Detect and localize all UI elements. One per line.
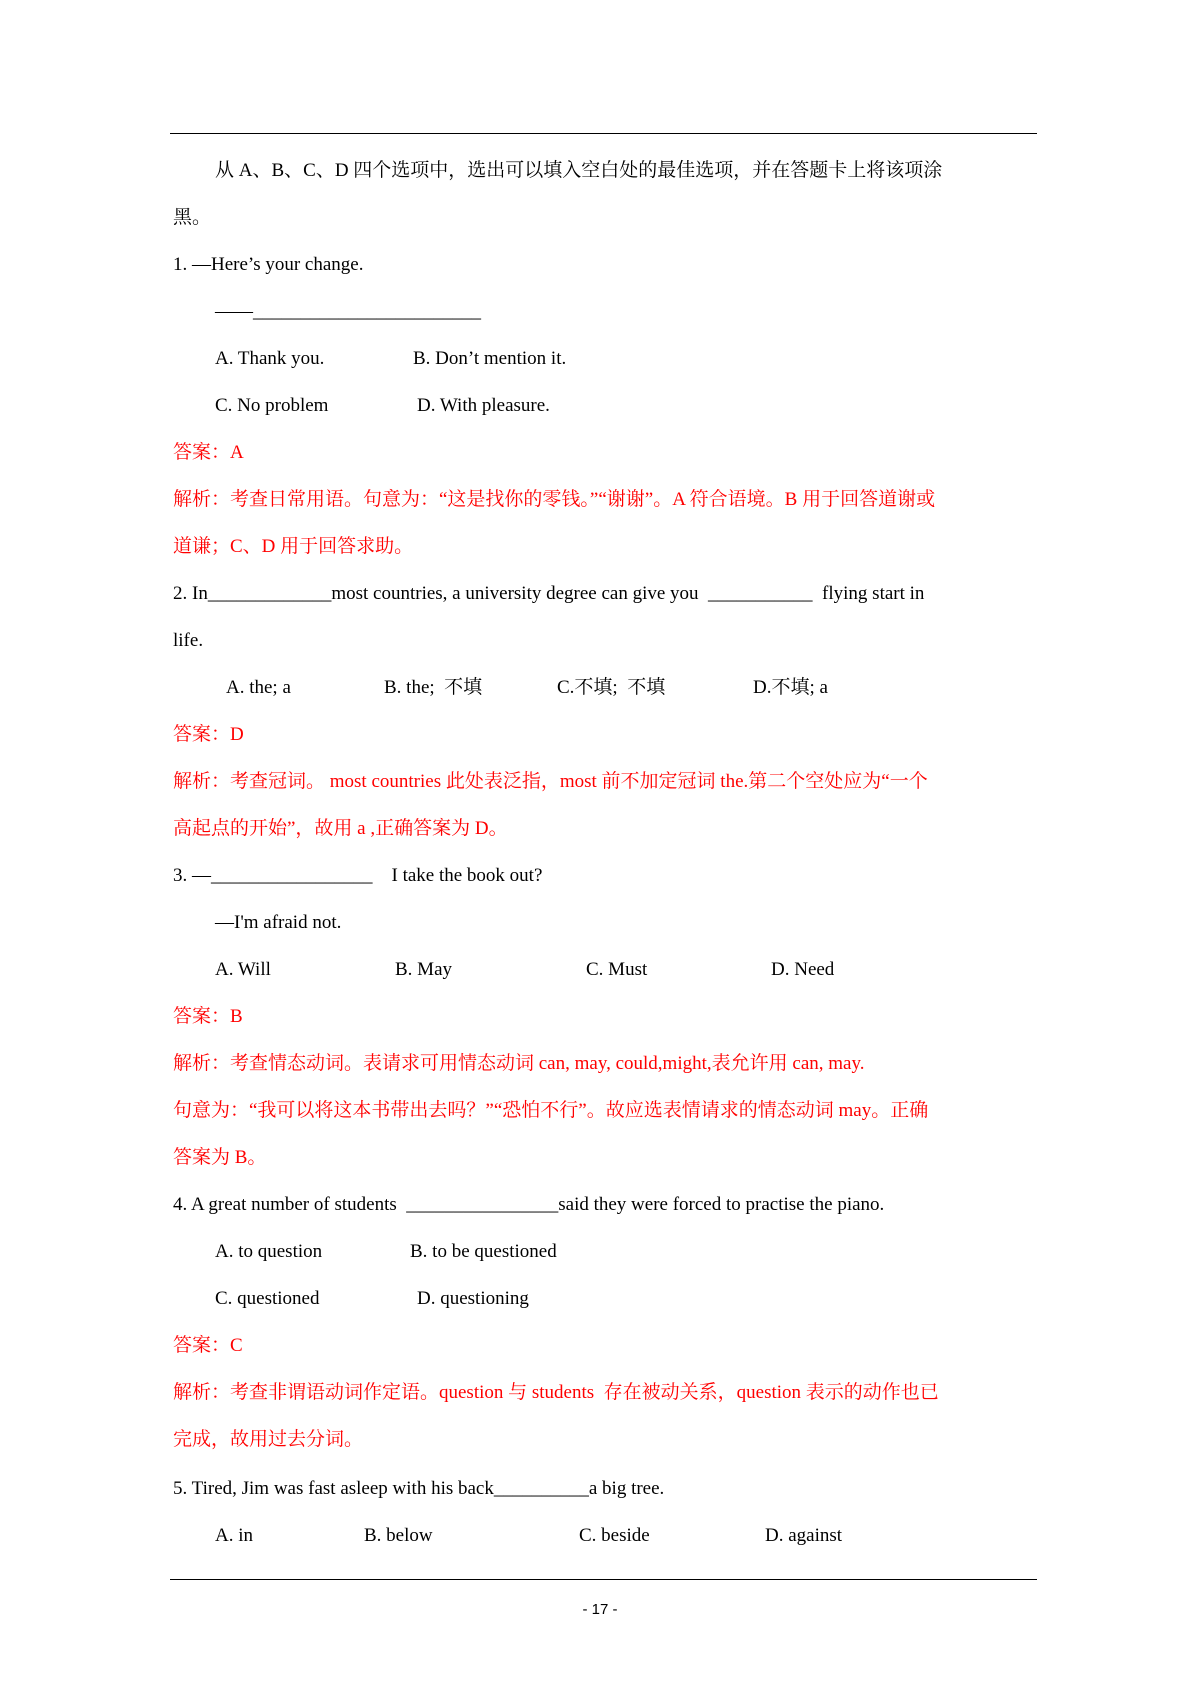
q2-option-b: B. the; 不填 bbox=[384, 677, 483, 698]
q4-option-b: B. to be questioned bbox=[410, 1241, 557, 1262]
q4-option-d: D. questioning bbox=[417, 1288, 529, 1309]
q1-option-d: D. With pleasure. bbox=[417, 395, 550, 416]
page-number: - 17 - bbox=[582, 1601, 618, 1618]
q5-option-b: B. below bbox=[364, 1525, 433, 1546]
q1-option-a: A. Thank you. bbox=[215, 348, 325, 369]
q1-option-b: B. Don’t mention it. bbox=[413, 348, 567, 369]
q1-answer: 答案：A bbox=[173, 442, 244, 463]
q2-analysis-line-1: 解析：考查冠词。 most countries 此处表泛指，most 前不加定冠词 the.第二个空处应为“一个 bbox=[173, 771, 928, 792]
q1-analysis-line-1: 解析：考查日常用语。句意为：“这是找你的零钱。”“谢谢”。A 符合语境。B 用于回答道谢或 bbox=[173, 489, 936, 510]
q5-option-c: C. beside bbox=[579, 1525, 650, 1546]
instructions-line-1: 从 A、B、C、D 四个选项中，选出可以填入空白处的最佳选项，并在答题卡上将该项涂 bbox=[215, 160, 943, 181]
q5-option-d: D. against bbox=[765, 1525, 843, 1546]
q2-option-d: D.不填; a bbox=[753, 677, 828, 698]
q5-stem: 5. Tired, Jim was fast asleep with his back__________a big tree. bbox=[173, 1478, 665, 1499]
q1-reply: ——________________________ bbox=[215, 301, 481, 322]
header-rule bbox=[170, 133, 1037, 134]
instructions-line-2: 黑。 bbox=[173, 207, 212, 228]
q2-option-c: C.不填; 不填 bbox=[557, 677, 666, 698]
q5-option-a: A. in bbox=[215, 1525, 253, 1546]
q3-option-d: D. Need bbox=[771, 959, 835, 980]
q3-answer: 答案：B bbox=[173, 1006, 243, 1027]
q3-stem: 3. —_________________ I take the book out? bbox=[173, 865, 543, 886]
q3-analysis-line-1: 解析：考查情态动词。表请求可用情态动词 can, may, could,might,表允许用 can, may. bbox=[173, 1053, 865, 1074]
q2-analysis-line-2: 高起点的开始”，故用 a ,正确答案为 D。 bbox=[173, 818, 508, 839]
q4-option-a: A. to question bbox=[215, 1241, 323, 1262]
q2-answer: 答案：D bbox=[173, 724, 244, 745]
q4-analysis-line-1: 解析：考查非谓语动词作定语。question 与 students 存在被动关系，question 表示的动作也已 bbox=[173, 1382, 939, 1403]
q4-analysis-line-2: 完成，故用过去分词。 bbox=[173, 1429, 364, 1450]
q3-option-a: A. Will bbox=[215, 959, 271, 980]
q3-analysis-line-3: 答案为 B。 bbox=[173, 1147, 267, 1168]
q3-analysis-line-2: 句意为：“我可以将这本书带出去吗？”“恐怕不行”。故应选表情请求的情态动词 may。正确 bbox=[173, 1100, 929, 1121]
footer-rule bbox=[170, 1579, 1037, 1580]
q3-reply: —I'm afraid not. bbox=[215, 912, 342, 933]
q1-option-c: C. No problem bbox=[215, 395, 329, 416]
q4-answer: 答案：C bbox=[173, 1335, 243, 1356]
q3-option-c: C. Must bbox=[586, 959, 648, 980]
q2-stem-line-1: 2. In_____________most countries, a university degree can give you ___________ flying start in bbox=[173, 583, 925, 604]
q2-option-a: A. the; a bbox=[226, 677, 291, 698]
q4-option-c: C. questioned bbox=[215, 1288, 320, 1309]
q1-analysis-line-2: 道谦；C、D 用于回答求助。 bbox=[173, 536, 414, 557]
q3-option-b: B. May bbox=[395, 959, 452, 980]
q4-stem: 4. A great number of students ________________said they were forced to practise the piano. bbox=[173, 1194, 885, 1215]
q2-stem-line-2: life. bbox=[173, 630, 204, 651]
q1-stem: 1. —Here’s your change. bbox=[173, 254, 364, 275]
